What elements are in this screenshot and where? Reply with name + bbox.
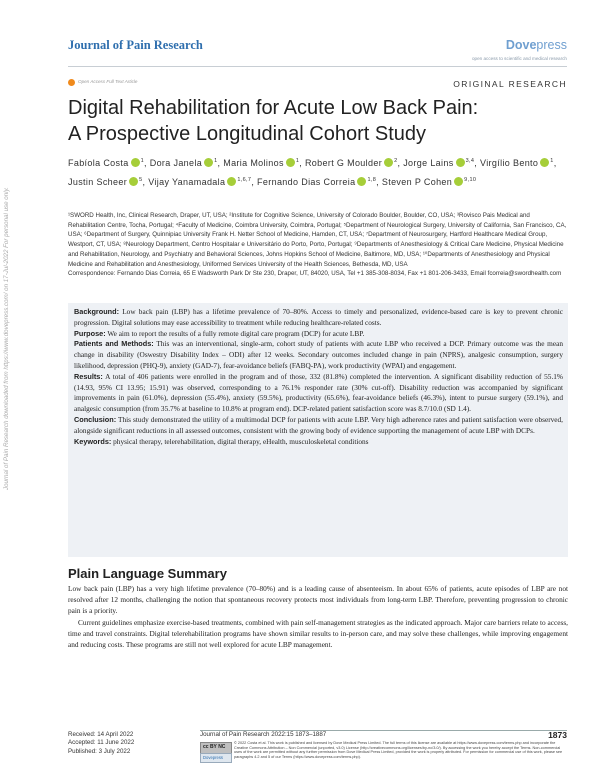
- author-affiliation-number: 1: [140, 158, 145, 164]
- orcid-icon[interactable]: [384, 158, 393, 167]
- abstract-purpose-section: [74, 329, 563, 340]
- abstract-label: Results:: [74, 371, 103, 381]
- author[interactable]: [480, 158, 554, 168]
- plain-language-heading: Plain Language Summary: [68, 566, 227, 581]
- title-line-1: Digital Rehabilitation for Acute Low Back Pain:: [68, 97, 479, 119]
- accepted-date: Accepted: 11 June 2022: [68, 739, 135, 747]
- abstract-conclusion-section: [74, 415, 563, 437]
- author[interactable]: [257, 177, 376, 187]
- orcid-icon[interactable]: [454, 177, 463, 186]
- open-access-label: Open Access Full Text Article: [78, 79, 138, 84]
- author-name: Jorge Lains: [403, 158, 454, 168]
- author-affiliation-number: 1: [214, 158, 218, 164]
- publisher-logo: [506, 38, 567, 52]
- author[interactable]: [382, 177, 476, 187]
- author[interactable]: [68, 177, 143, 187]
- author-name: Virgílio Bento: [480, 158, 539, 168]
- author-affiliation-number: 1,6,7: [237, 176, 252, 183]
- affiliations: ¹SWORD Health, Inc, Clinical Research, Draper, UT, USA; ²Institute for Cognitive Science, University of Colorado Boulder, Boulder, CO, USA; ³Rovisco Pais Medical and Rehabilitation Centre, Tocha, Portugal; ⁴Faculty of Medicine, Coimbra University, Coimbra, Portugal; ⁵Department of Neurological Surgery, University of California, San Francisco, CA, USA; ⁶Department of Surgery, Quinnipiac University Frank H. Netter School of Medicine, Hamden, CT, USA; ⁷Department of Neurosurgery, Hartford Healthcare Medical Group, Westport, CT, USA; ⁸Neurology Department, Centro Hospitalar e Universitário do Porto, Porto, Portugal; ⁹Departments of Anesthesiology & Critical Care Medicine, Physical Medicine and Rehabilitation, Neurology, and Psychiatry and Behavioral Sciences, Johns Hopkins School of Medicine, Baltimore, MD, USA; ¹⁰Departments of Anesthesiology and Physical Medicine and Rehabilitation and Anesthesiology, Uniformed Services University of the Health Sciences, Bethesda, MD, USA: [68, 212, 567, 268]
- publication-dates: [68, 731, 134, 756]
- author-name: Justin Scheer: [68, 176, 128, 187]
- author-affiliation-number: 1: [550, 158, 554, 164]
- abstract-label: Background:: [74, 307, 119, 316]
- author[interactable]: [305, 158, 398, 168]
- title-line-2: A Prospective Longitudinal Cohort Study: [68, 123, 426, 145]
- author-affiliation-number: 1: [295, 158, 300, 164]
- download-watermark-text: Journal of Pain Research downloaded from https://www.dovepress.com/ on 17-Jul-2022 For personal use only.: [3, 187, 10, 490]
- orcid-icon[interactable]: [204, 158, 213, 167]
- abstract-text: This study demonstrated the utility of a multimodal DCP for patients with acute LBP. Very high adherence rates and patient satisfaction were observed, alongside significant reductions in all assessed outcomes, consistent with the growing body of evidence supporting the management of acute LBP with DCPs.: [74, 414, 563, 435]
- author-name: Fabíola Costa: [68, 158, 129, 168]
- open-access-icon: [68, 79, 75, 86]
- abstract-label: Keywords:: [74, 436, 112, 446]
- cc-badge-label: cc BY NC: [203, 744, 226, 750]
- abstract-text: physical therapy, telerehabilitation, digital therapy, eHealth, musculoskeletal conditions: [113, 436, 369, 446]
- abstract-methods-section: [74, 339, 563, 371]
- publisher-tagline: open access to scientific and medical research: [472, 56, 567, 61]
- abstract-label: Patients and Methods:: [74, 339, 154, 349]
- orcid-icon[interactable]: [286, 158, 295, 167]
- dove-badge-label: Dovepress: [203, 755, 224, 760]
- author-name: Fernando Dias Correia: [257, 176, 356, 187]
- plain-language-paragraph: Current guidelines emphasize exercise-based treatments, combined with pain self-management strategies as the indicated approach. Major care barriers relate to access, time and travel constraints. Digital telerehabilitation programs have shown similar results to in-person care, and may solve these challenges, while improving engagement and reducing costs. These programs are still not well explored for acute LBP management.: [68, 617, 568, 650]
- journal-name: Journal of Pain Research: [68, 38, 203, 52]
- orcid-icon[interactable]: [131, 158, 140, 167]
- author[interactable]: [68, 158, 144, 168]
- dovepress-badge[interactable]: [200, 753, 232, 763]
- author-name: Robert G Moulder: [304, 158, 383, 168]
- orcid-icon[interactable]: [456, 158, 465, 167]
- abstract: [74, 307, 563, 447]
- author-affiliation-number: 5: [139, 176, 143, 183]
- abstract-label: Conclusion:: [74, 414, 117, 424]
- author[interactable]: [403, 158, 474, 168]
- abstract-background-section: [74, 307, 563, 329]
- abstract-text: We aim to report the results of a fully remote digital care program (DCP) for acute LBP.: [107, 328, 365, 338]
- article-type: ORIGINAL RESEARCH: [453, 79, 567, 89]
- author-affiliation-number: 3,4: [465, 158, 475, 164]
- abstract-label: Purpose:: [74, 328, 106, 338]
- header-divider: [68, 66, 567, 67]
- author-list: Fabíola Costa $^1$, Dora Janela $^1$, Maria Molinos $^1$, Robert G Moulder $^2$, Jorge Lains $^{3,4}$, Virgílio Bento $^1$, Justin Scheer $^5$, Vijay Yanamadala $^{1,6,7}$, Fernando Dias Correia $^{1,8}$, Steven P Cohen $^{9,10}$: [68, 158, 557, 187]
- article-title: [68, 95, 568, 147]
- abstract-text: Low back pain (LBP) has a lifetime prevalence of 70–80%. Access to timely and personalized, evidence-based care is key to prevent chronic progression. Digital solutions may ease accessibility to treatment while reducing healthcare-related costs.: [74, 307, 563, 327]
- author[interactable]: [148, 177, 251, 187]
- received-date: Received: 14 April 2022: [68, 731, 134, 738]
- abstract-results-section: [74, 372, 563, 415]
- journal-citation: Journal of Pain Research 2022:15 1873–1887: [200, 731, 327, 738]
- author-affiliation-number: 1,8: [367, 176, 377, 183]
- plain-language-summary: [68, 583, 568, 650]
- plain-language-paragraph: Low back pain (LBP) has a very high lifetime prevalence (70–80%) and is a leading cause of absenteeism. In about 65% of patients, acute episodes of LBP are not resolved after 12 months, challenging the notion that spontaneous recovery protects most individuals from long-term LBP. Therefore, preventing progression to chronic pain is a priority.: [68, 584, 568, 616]
- author-name: Maria Molinos: [223, 158, 284, 168]
- publisher-logo-light: press: [536, 38, 567, 52]
- orcid-icon[interactable]: [227, 177, 236, 186]
- author-affiliation-number: 2: [394, 158, 398, 164]
- author[interactable]: [150, 158, 218, 168]
- page-number: 1873: [548, 730, 567, 740]
- author-name: Vijay Yanamadala: [148, 176, 226, 187]
- orcid-icon[interactable]: [129, 177, 138, 186]
- author-affiliation-number: 9,10: [464, 176, 477, 183]
- abstract-text: This was an interventional, single-arm, cohort study of patients with acute LBP who received a DCP. Primary outcome was the mean change in disability (Oswestry Disability Index – ODI) after 12 weeks. Secondary outcomes included change in pain (NPRS), analgesic consumption, surgery likelihood, depression (PHQ-9), anxiety (GAD-7), fear-avoidance beliefs (FABQ-PA), work productivity (WPAI) and engagement.: [74, 339, 563, 370]
- license-text: © 2022 Costa et al. This work is published and licensed by Dove Medical Press Limited. The full terms of this license are available at https://www.dovepress.com/terms.php and incorporate the Creative Commons Attribution – Non Commercial (unported, v3.0) License (http://creativecommons.org/licenses/by-nc/3.0/). By accessing the work you hereby accept the Terms. Non-commercial uses of the work are permitted without any further permission from Dove Medical Press Limited, provided the work is properly attributed. For permission for commercial use of this work, please see paragraphs 4.2 and 5 of our Terms (https://www.dovepress.com/terms.php).: [234, 741, 563, 760]
- publisher-logo-bold: Dove: [505, 38, 537, 52]
- orcid-icon[interactable]: [357, 177, 366, 186]
- author[interactable]: [223, 158, 299, 168]
- abstract-keywords-section: [74, 437, 563, 448]
- abstract-text: A total of 406 patients were enrolled in the program and of those, 332 (81.8%) completed the intervention. A significant disability reduction of 55.1% (14.93, 95% CI 13.95; 15.91) was observed, corresponding to a 76.1% responder rate (30% cut-off). Disability reduction was accompanied by significant improvements in pain (61.0%), depression (55.4%), anxiety (59.5%), productivity (65.6%), fear-avoidance beliefs (46.3%), intent to pursue surgery (59.1%), and analgesic consumption (from 35.7% at baseline to 10.8% at program end). DCP-related patient satisfaction score was 8.7/10.0 (SD 1.4).: [74, 371, 563, 414]
- author-name: Steven P Cohen: [381, 176, 453, 187]
- author-name: Dora Janela: [149, 158, 203, 168]
- orcid-icon[interactable]: [540, 158, 549, 167]
- correspondence: Correspondence: Fernando Dias Correia, 65 E Wadsworth Park Dr Ste 230, Draper, UT, 84020, USA, Tel +1 385-308-8034, Fax +1 801-206-3433, Email fcorreia@swordhealth.com: [68, 270, 562, 277]
- published-date: Published: 3 July 2022: [68, 747, 131, 755]
